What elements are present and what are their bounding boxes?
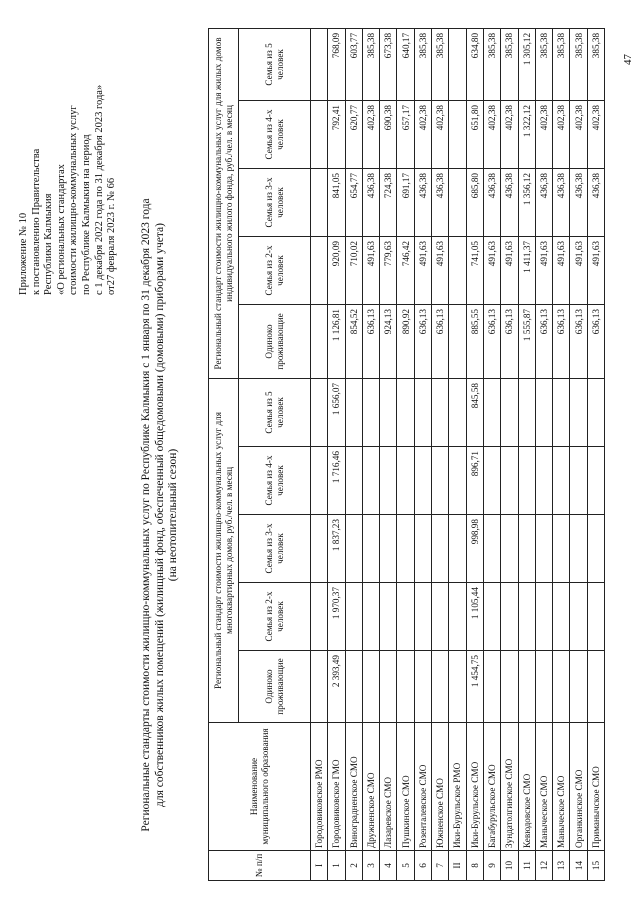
ind-value: 385,38 — [483, 28, 500, 100]
mkd-value — [570, 583, 587, 651]
ind-value: 640,17 — [397, 28, 414, 100]
municipality-name: Багабурульское СМО — [483, 723, 500, 851]
ind-value: 385,38 — [501, 28, 518, 100]
mkd-value — [345, 651, 362, 723]
ind-value: 636,13 — [483, 304, 500, 378]
mkd-value — [553, 651, 570, 723]
table-row — [414, 28, 431, 880]
row-number: 12 — [535, 851, 552, 881]
mkd-value — [362, 378, 379, 446]
municipality-name: Маныческое СМО — [553, 723, 570, 851]
table-row — [380, 28, 397, 880]
ind-value: 1 411,37 — [518, 236, 535, 304]
ind-value: 436,38 — [501, 168, 518, 236]
municipality-name: Ики-Бурульское СМО — [466, 723, 483, 851]
mkd-value — [587, 515, 604, 583]
mkd-value — [501, 515, 518, 583]
mkd-value — [553, 583, 570, 651]
row-number: 14 — [570, 851, 587, 881]
municipality-name: Зундатолгинское СМО — [501, 723, 518, 851]
ind-value: 402,38 — [535, 100, 552, 168]
mkd-value — [362, 583, 379, 651]
mkd-value — [483, 378, 500, 446]
mkd-value — [397, 447, 414, 515]
ind-value: 402,38 — [501, 100, 518, 168]
mkd-value — [501, 651, 518, 723]
mkd-value — [483, 515, 500, 583]
mkd-value — [432, 651, 449, 723]
mkd-value — [380, 651, 397, 723]
header-group-ind: Региональный стандарт стоимости жилищно-коммунальных услуг для жилых домов индивидуального жилого фонда, руб./чел. в месяц — [209, 28, 239, 378]
mkd-value — [345, 583, 362, 651]
municipality-name: Виноградненское СМО — [345, 723, 362, 851]
header-mkd-2: Семья из 2-х человек — [239, 583, 311, 651]
ind-value: 636,13 — [414, 304, 431, 378]
table-row — [397, 28, 414, 880]
table-row — [483, 28, 500, 880]
header-num: № п/п — [209, 851, 311, 881]
mkd-value — [380, 378, 397, 446]
appendix-line: от27 февраля 2023 г. № 66 — [106, 177, 118, 295]
ind-value: 779,63 — [380, 236, 397, 304]
row-number: 6 — [414, 851, 431, 881]
row-number: 13 — [553, 851, 570, 881]
mkd-value — [570, 651, 587, 723]
header-mkd-5: Семья из 5 человек — [239, 378, 311, 446]
table-body — [311, 28, 605, 880]
ind-value: 385,38 — [553, 28, 570, 100]
mkd-value — [449, 378, 466, 446]
mkd-value — [432, 378, 449, 446]
appendix-line: Приложение № 10 — [18, 212, 29, 295]
mkd-value — [380, 515, 397, 583]
ind-value: 385,38 — [587, 28, 604, 100]
ind-value: 402,38 — [414, 100, 431, 168]
header-ind-3: Семья из 3-х человек — [239, 168, 311, 236]
mkd-value — [414, 583, 431, 651]
header-ind-5: Семья из 5 человек — [239, 28, 311, 100]
mkd-value — [397, 651, 414, 723]
mkd-value — [414, 651, 431, 723]
ind-value: 1 305,12 — [518, 28, 535, 100]
mkd-value — [553, 378, 570, 446]
ind-value: 402,38 — [362, 100, 379, 168]
table-row — [362, 28, 379, 880]
mkd-value — [345, 515, 362, 583]
row-number: 9 — [483, 851, 500, 881]
ind-value: 636,13 — [432, 304, 449, 378]
ind-value: 1 322,12 — [518, 100, 535, 168]
page-number: 47 — [622, 54, 634, 65]
mkd-value — [397, 515, 414, 583]
ind-value: 436,38 — [483, 168, 500, 236]
ind-value: 924,13 — [380, 304, 397, 378]
title-line: Региональные стандарты стоимости жилищно-коммунальных услуг по Республике Калмыкия с 1 января по 31 декабря 2023 года — [140, 198, 152, 832]
municipality-name: Лазаревское СМО — [380, 723, 397, 851]
mkd-value — [587, 583, 604, 651]
mkd-value — [483, 583, 500, 651]
mkd-value — [345, 378, 362, 446]
row-number: II — [449, 851, 466, 881]
ind-value: 436,38 — [362, 168, 379, 236]
mkd-value — [535, 651, 552, 723]
mkd-value — [501, 583, 518, 651]
mkd-value — [414, 447, 431, 515]
ind-value: 491,63 — [362, 236, 379, 304]
municipality-name: Ики-Бурульское РМО — [449, 723, 466, 851]
ind-value: 636,13 — [553, 304, 570, 378]
mkd-value — [587, 651, 604, 723]
header-group-mkd: Региональный стандарт стоимости жилищно-коммунальных услуг для многоквартирных домов, руб./чел. в месяц — [209, 378, 239, 722]
ind-value — [311, 28, 328, 100]
ind-value: 636,13 — [587, 304, 604, 378]
mkd-value — [535, 378, 552, 446]
mkd-value — [414, 515, 431, 583]
municipality-name: Дружненское СМО — [362, 723, 379, 851]
mkd-value — [345, 447, 362, 515]
ind-value: 636,13 — [570, 304, 587, 378]
ind-value: 634,80 — [466, 28, 483, 100]
mkd-value — [518, 378, 535, 446]
row-number: 2 — [345, 851, 362, 881]
mkd-value — [518, 515, 535, 583]
table-row — [466, 28, 483, 880]
header-mkd-1: Одиноко проживающие — [239, 651, 311, 723]
ind-value: 1 356,12 — [518, 168, 535, 236]
mkd-value — [414, 378, 431, 446]
ind-value: 691,17 — [397, 168, 414, 236]
municipality-name: Пушкинское СМО — [397, 723, 414, 851]
table-row — [311, 28, 328, 880]
table-row — [345, 28, 362, 880]
ind-value: 491,63 — [483, 236, 500, 304]
municipality-name: Кевюдовское СМО — [518, 723, 535, 851]
ind-value: 491,63 — [432, 236, 449, 304]
ind-value — [311, 168, 328, 236]
mkd-value: 1 656,07 — [328, 378, 345, 446]
ind-value: 685,80 — [466, 168, 483, 236]
ind-value: 436,38 — [587, 168, 604, 236]
header-ind-4: Семья из 4-х человек — [239, 100, 311, 168]
ind-value — [449, 304, 466, 378]
table-row — [553, 28, 570, 880]
ind-value: 436,38 — [570, 168, 587, 236]
table-row — [501, 28, 518, 880]
mkd-value — [449, 583, 466, 651]
appendix-line: стоимости жилищно-коммунальных услуг — [68, 105, 80, 295]
mkd-value — [432, 515, 449, 583]
row-number: 11 — [518, 851, 535, 881]
table-row — [587, 28, 604, 880]
ind-value: 436,38 — [553, 168, 570, 236]
mkd-value — [483, 651, 500, 723]
document-title — [140, 135, 181, 895]
row-number: 1 — [328, 851, 345, 881]
ind-value: 385,38 — [535, 28, 552, 100]
ind-value: 385,38 — [414, 28, 431, 100]
ind-value: 385,38 — [362, 28, 379, 100]
table-row — [570, 28, 587, 880]
ind-value: 603,77 — [345, 28, 362, 100]
appendix-line: «О региональных стандартах — [55, 164, 67, 295]
ind-value: 436,38 — [432, 168, 449, 236]
ind-value — [449, 28, 466, 100]
ind-value: 402,38 — [553, 100, 570, 168]
row-number: 8 — [466, 851, 483, 881]
appendix-line: к постановлению Правительства — [30, 148, 42, 295]
mkd-value — [449, 447, 466, 515]
mkd-value — [311, 378, 328, 446]
mkd-value — [311, 651, 328, 723]
appendix-line: с 1 декабря 2022 года по 31 декабря 2023 года» — [93, 84, 105, 295]
ind-value: 402,38 — [432, 100, 449, 168]
mkd-value — [311, 447, 328, 515]
row-number: 7 — [432, 851, 449, 881]
header-mkd-3: Семья из 3-х человек — [239, 515, 311, 583]
ind-value: 690,38 — [380, 100, 397, 168]
mkd-value — [380, 447, 397, 515]
ind-value — [311, 100, 328, 168]
municipality-name: Маныческое СМО — [535, 723, 552, 851]
row-number: 5 — [397, 851, 414, 881]
mkd-value — [362, 651, 379, 723]
mkd-value — [570, 447, 587, 515]
ind-value: 436,38 — [414, 168, 431, 236]
mkd-value — [397, 583, 414, 651]
table-row — [328, 28, 345, 880]
mkd-value — [380, 583, 397, 651]
ind-value: 1 126,81 — [328, 304, 345, 378]
mkd-value — [587, 447, 604, 515]
mkd-value — [432, 583, 449, 651]
mkd-value — [432, 447, 449, 515]
ind-value: 746,42 — [397, 236, 414, 304]
ind-value: 491,63 — [501, 236, 518, 304]
ind-value: 792,41 — [328, 100, 345, 168]
mkd-value — [397, 378, 414, 446]
mkd-value — [449, 515, 466, 583]
appendix-line: по Республике Калмыкия на период — [80, 134, 92, 295]
header-mkd-4: Семья из 4-х человек — [239, 447, 311, 515]
ind-value: 385,38 — [570, 28, 587, 100]
ind-value — [311, 236, 328, 304]
header-ind-1: Одиноко проживающие — [239, 304, 311, 378]
appendix-block — [18, 15, 119, 295]
mkd-value: 2 393,49 — [328, 651, 345, 723]
ind-value: 402,38 — [587, 100, 604, 168]
ind-value — [311, 304, 328, 378]
ind-value: 890,92 — [397, 304, 414, 378]
ind-value: 636,13 — [535, 304, 552, 378]
ind-value — [449, 168, 466, 236]
header-ind-2: Семья из 2-х человек — [239, 236, 311, 304]
ind-value: 620,77 — [345, 100, 362, 168]
mkd-value — [501, 378, 518, 446]
ind-value: 741,05 — [466, 236, 483, 304]
ind-value: 724,38 — [380, 168, 397, 236]
mkd-value: 1 105,44 — [466, 583, 483, 651]
ind-value: 491,63 — [414, 236, 431, 304]
mkd-value — [570, 515, 587, 583]
mkd-value — [570, 378, 587, 446]
table-row — [449, 28, 466, 880]
ind-value — [449, 100, 466, 168]
ind-value: 885,55 — [466, 304, 483, 378]
ind-value: 710,02 — [345, 236, 362, 304]
mkd-value: 1 837,23 — [328, 515, 345, 583]
mkd-value: 1 970,37 — [328, 583, 345, 651]
municipality-name: Розенталевское СМО — [414, 723, 431, 851]
ind-value: 491,63 — [587, 236, 604, 304]
municipality-name: Южненское СМО — [432, 723, 449, 851]
mkd-value — [535, 515, 552, 583]
row-number: I — [311, 851, 328, 881]
mkd-value: 845,58 — [466, 378, 483, 446]
municipality-name: Органкинское СМО — [570, 723, 587, 851]
mkd-value — [553, 515, 570, 583]
row-number: 10 — [501, 851, 518, 881]
mkd-value — [483, 447, 500, 515]
ind-value: 654,77 — [345, 168, 362, 236]
mkd-value: 1 716,46 — [328, 447, 345, 515]
ind-value: 491,63 — [553, 236, 570, 304]
municipality-name: Городовиковское ГМО — [328, 723, 345, 851]
ind-value: 402,38 — [483, 100, 500, 168]
municipality-name: Городовиковское РМО — [311, 723, 328, 851]
mkd-value: 998,98 — [466, 515, 483, 583]
mkd-value — [587, 378, 604, 446]
ind-value: 491,63 — [570, 236, 587, 304]
title-line: (на неотопительный сезон) — [167, 448, 179, 582]
ind-value: 385,38 — [432, 28, 449, 100]
ind-value: 854,52 — [345, 304, 362, 378]
ind-value: 657,17 — [397, 100, 414, 168]
row-number: 15 — [587, 851, 604, 881]
ind-value: 402,38 — [570, 100, 587, 168]
mkd-value — [362, 515, 379, 583]
row-number: 4 — [380, 851, 397, 881]
header-name: Наименование муниципального образования — [209, 723, 311, 851]
mkd-value — [449, 651, 466, 723]
ind-value: 651,80 — [466, 100, 483, 168]
mkd-value — [553, 447, 570, 515]
ind-value: 768,09 — [328, 28, 345, 100]
mkd-value — [518, 651, 535, 723]
mkd-value — [518, 447, 535, 515]
mkd-value — [535, 583, 552, 651]
ind-value — [449, 236, 466, 304]
municipality-name: Приманычское СМО — [587, 723, 604, 851]
table-row — [432, 28, 449, 880]
mkd-value — [362, 447, 379, 515]
mkd-value — [535, 447, 552, 515]
ind-value: 920,09 — [328, 236, 345, 304]
ind-value: 841,05 — [328, 168, 345, 236]
appendix-line: Республики Калмыкия — [43, 193, 55, 295]
ind-value: 636,13 — [501, 304, 518, 378]
ind-value: 436,38 — [535, 168, 552, 236]
ind-value: 1 555,87 — [518, 304, 535, 378]
ind-value: 491,63 — [535, 236, 552, 304]
table-row — [535, 28, 552, 880]
ind-value: 636,13 — [362, 304, 379, 378]
row-number: 3 — [362, 851, 379, 881]
mkd-value — [311, 515, 328, 583]
mkd-value — [501, 447, 518, 515]
mkd-value — [311, 583, 328, 651]
mkd-value — [518, 583, 535, 651]
standards-table — [208, 28, 605, 881]
mkd-value: 896,71 — [466, 447, 483, 515]
ind-value: 673,38 — [380, 28, 397, 100]
title-line: для собственников жилых помещений (жилищный фонд, обеспеченный общедомовыми (домовыми) приборами учета) — [153, 223, 166, 807]
mkd-value: 1 454,75 — [466, 651, 483, 723]
table-row — [518, 28, 535, 880]
